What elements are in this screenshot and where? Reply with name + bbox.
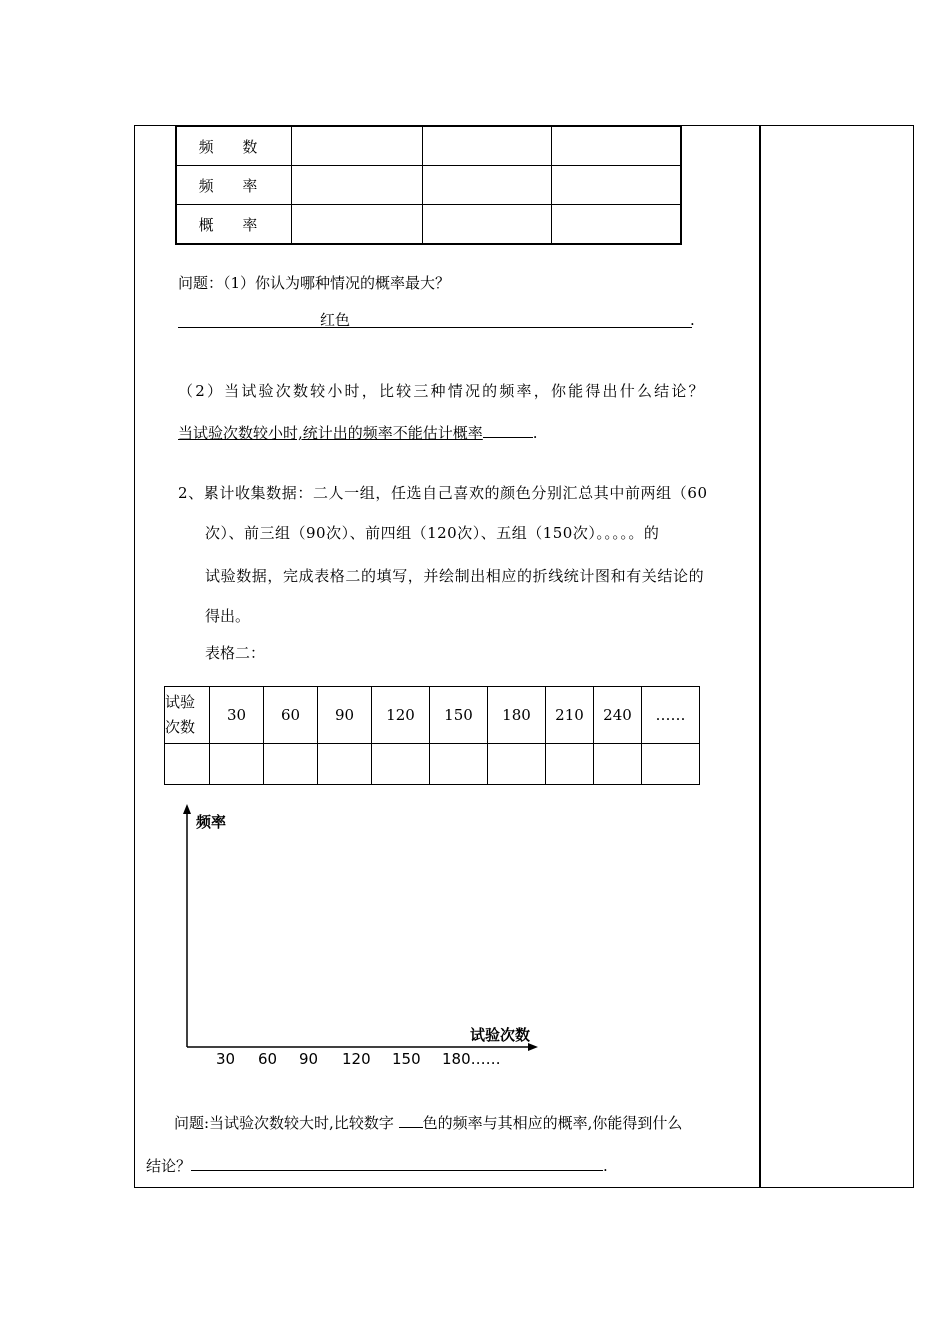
header-text: 试验次数 bbox=[165, 693, 196, 736]
period: . bbox=[532, 424, 538, 442]
table-cell[interactable] bbox=[318, 744, 372, 785]
x-tick-label: 120 bbox=[342, 1050, 371, 1068]
table-cell[interactable] bbox=[292, 166, 423, 205]
answer-2-blank[interactable] bbox=[483, 423, 533, 438]
table-cell[interactable] bbox=[292, 205, 423, 245]
question-2: （2）当试验次数较小时，比较三种情况的频率，你能得出什么结论？ bbox=[178, 382, 706, 400]
task-2-line-3: 试验数据，完成表格二的填写，并绘制出相应的折线统计图和有关结论的 bbox=[205, 567, 705, 585]
row-label: 频 数 bbox=[176, 126, 292, 166]
answer-2-text: 当试验次数较小时,统计出的频率不能估计概率 bbox=[178, 424, 483, 442]
x-axis-label: 试验次数 bbox=[470, 1026, 531, 1044]
column-header: 210 bbox=[546, 687, 594, 744]
period: . bbox=[603, 1157, 608, 1175]
table-row bbox=[176, 205, 681, 245]
table-row bbox=[176, 166, 681, 205]
trial-table bbox=[164, 686, 700, 785]
column-header: 180 bbox=[488, 687, 546, 744]
table-cell[interactable] bbox=[546, 744, 594, 785]
x-tick-label: 60 bbox=[258, 1050, 278, 1068]
table-cell[interactable] bbox=[165, 744, 210, 785]
period: . bbox=[690, 311, 695, 329]
y-axis-arrow-icon bbox=[183, 804, 191, 814]
task-2-line-1: 2、累计收集数据：二人一组，任选自己喜欢的颜色分别汇总其中前两组（60 bbox=[178, 484, 708, 502]
column-divider bbox=[759, 125, 761, 1188]
question-3-line-1 bbox=[174, 1112, 682, 1133]
question-1: 问题：（1）你认为哪种情况的概率最大？ bbox=[178, 274, 451, 292]
x-tick-label: 150 bbox=[392, 1050, 421, 1068]
conclusion-label: 结论？ bbox=[146, 1157, 192, 1175]
table-cell[interactable] bbox=[210, 744, 264, 785]
answer-2 bbox=[178, 422, 538, 443]
table-cell[interactable] bbox=[642, 744, 700, 785]
column-header: 60 bbox=[264, 687, 318, 744]
table-cell[interactable] bbox=[423, 205, 552, 245]
column-header: 90 bbox=[318, 687, 372, 744]
question-3-line-2 bbox=[146, 1155, 608, 1176]
answer-line-1[interactable] bbox=[178, 311, 692, 328]
table-cell[interactable] bbox=[372, 744, 430, 785]
table-cell[interactable] bbox=[292, 126, 423, 166]
row-label: 概 率 bbox=[176, 205, 292, 245]
x-tick-label: 90 bbox=[299, 1050, 319, 1068]
answer-1: 红色 bbox=[320, 311, 351, 329]
table-cell[interactable] bbox=[488, 744, 546, 785]
table-cell[interactable] bbox=[264, 744, 318, 785]
y-axis-label: 频率 bbox=[196, 813, 227, 831]
conclusion-blank[interactable] bbox=[191, 1156, 603, 1171]
column-header: 150 bbox=[430, 687, 488, 744]
table-row bbox=[165, 744, 700, 785]
question-3-text-a: 问题:当试验次数较大时,比较数字 bbox=[174, 1114, 394, 1132]
task-2-line-2: 次）、前三组（90次）、前四组（120次）、五组（150次）。。。。。的 bbox=[205, 524, 660, 542]
x-tick-label: 30 bbox=[216, 1050, 236, 1068]
blank-chart bbox=[170, 800, 550, 1060]
column-header: …… bbox=[642, 687, 700, 744]
table-cell[interactable] bbox=[552, 126, 682, 166]
table-row bbox=[176, 126, 681, 166]
table-cell[interactable] bbox=[594, 744, 642, 785]
column-header: 30 bbox=[210, 687, 264, 744]
column-header: 120 bbox=[372, 687, 430, 744]
table-row bbox=[165, 687, 700, 744]
table-cell[interactable] bbox=[552, 205, 682, 245]
color-blank[interactable] bbox=[399, 1113, 423, 1128]
table-cell[interactable] bbox=[430, 744, 488, 785]
table-2-caption: 表格二： bbox=[205, 644, 266, 662]
table-cell[interactable] bbox=[423, 166, 552, 205]
row-label: 频 率 bbox=[176, 166, 292, 205]
table-cell[interactable] bbox=[552, 166, 682, 205]
column-header: 240 bbox=[594, 687, 642, 744]
table-cell[interactable] bbox=[423, 126, 552, 166]
x-tick-label: 180…… bbox=[442, 1050, 501, 1068]
task-2-line-4: 得出。 bbox=[205, 607, 251, 625]
frequency-table bbox=[175, 125, 682, 245]
question-3-text-b: 色的频率与其相应的概率,你能得到什么 bbox=[422, 1114, 683, 1132]
header-cell bbox=[165, 687, 210, 744]
